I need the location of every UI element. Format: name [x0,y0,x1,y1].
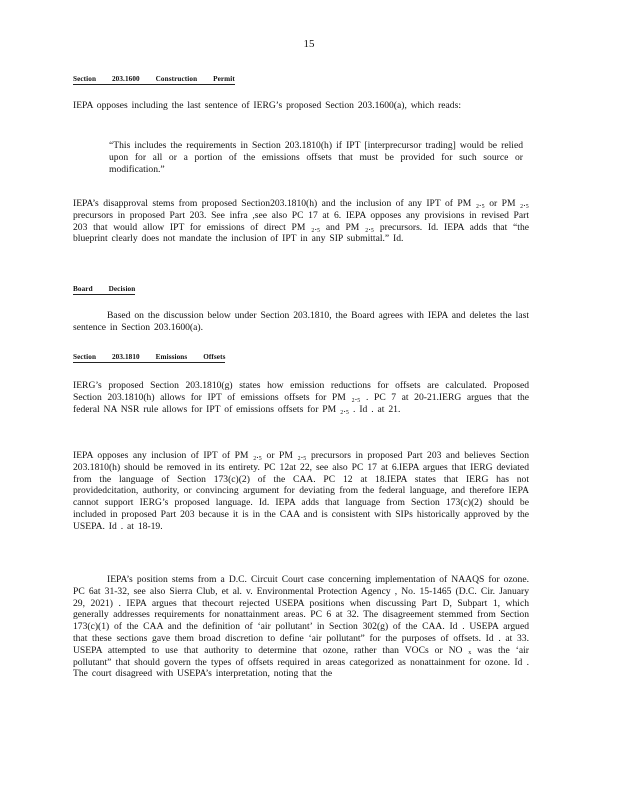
paragraph: IEPA opposes including the last sentence of IERG’s proposed Section 203.1600(a), which reads: [73,100,462,111]
paragraph: IERG’s proposed Section 203.1810(g) states how emission reductions for offsets are calculated. Proposed Section 203.1810(h) allows for IPT of emissions offsets for PM ₂.₅ . PC 7 at 20-21.IERG argues that the federal NA NSR rule allows for IPT of emissions offsets for PM ₂.₅ . Id . at 21. [73,380,529,415]
heading-word: Section [73,75,97,83]
heading-word: Decision [108,285,136,293]
heading-word: 203.1600 [111,75,140,83]
section-heading-board-decision [73,285,135,295]
section-heading-203-1600 [73,75,235,85]
heading-word: Construction [155,75,198,83]
paragraph: Based on the discussion below under Section 203.1810, the Board agrees with IEPA and deletes the last sentence in Section 203.1600(a). [73,310,529,333]
block-quote: “This includes the requirements in Section 203.1810(h) if IPT [interprecursor trading] would be relied upon for all or a portion of the emissions offsets that must be provided for such source or modification.” [109,140,523,175]
heading-word: Emissions [155,353,188,361]
heading-word: Permit [213,75,235,83]
paragraph: IEPA’s disapproval stems from proposed Section203.1810(h) and the inclusion of any IPT of PM ₂.₅ or PM ₂.₅ precursors in proposed Part 203. See infra ,see also PC 17 at 6. IEPA opposes any provisions in revised Part 203 that would allow IPT for emissions of direct PM ₂.₅ and PM ₂.₅ precursors. Id. IEPA adds that “the blueprint clearly does not mandate the inclusion of IPT in any SIP submittal.” Id. [73,198,529,245]
heading-word: Board [73,285,93,293]
paragraph: IEPA’s position stems from a D.C. Circuit Court case concerning implementation of NAAQS for ozone. PC 6at 31-32, see also Sierra Club, et al. v. Environmental Protection Agency , No. 15-1465 (D.C. Cir. January 29, 2021) . IEPA argues that thecourt rejected USEPA positions when discussing Part D, Subpart 1, which generally addresses requirements for nonattainment areas. PC 6 at 32. The disagreement stemmed from Section 173(c)(1) of the CAA and the definition of ‘air pollutant’ in Section 302(g) of the CAA. Id . USEPA argued that these sections gave them broad discretion to define ‘air pollutant” for the purposes of offsets. Id . at 33. USEPA attempted to use that authority to determine that ozone, rather than VOCs or NO ₓ was the ‘air pollutant” that should govern the types of offsets required in areas categorized as nonattainment for ozone. Id . The court disagreed with USEPA’s interpretation, noting that the [73,574,529,680]
page-number: 15 [303,38,315,50]
heading-word: Offsets [203,353,226,361]
heading-word: Section [73,353,97,361]
paragraph: IEPA opposes any inclusion of IPT of PM ₂.₅ or PM ₂.₅ precursors in proposed Part 203 and believes Section 203.1810(h) should be removed in its entirety. PC 12at 22, see also PC 17 at 6.IEPA argues that IERG deviated from the language of Section 173(c)(2) of the CAA. PC 12 at 18.IEPA states that IERG has not providedcitation, authority, or convincing argument for deviating from the federal language, and therefore IEPA cannot support IERG’s proposed language. Id. IEPA adds that language from Section 173(c)(2) should be included in proposed Part 203 because it is in the CAA and is consistent with SIPs historically approved by the USEPA. Id . at 18-19. [73,450,529,532]
heading-word: 203.1810 [111,353,140,361]
section-heading-203-1810 [73,353,225,363]
